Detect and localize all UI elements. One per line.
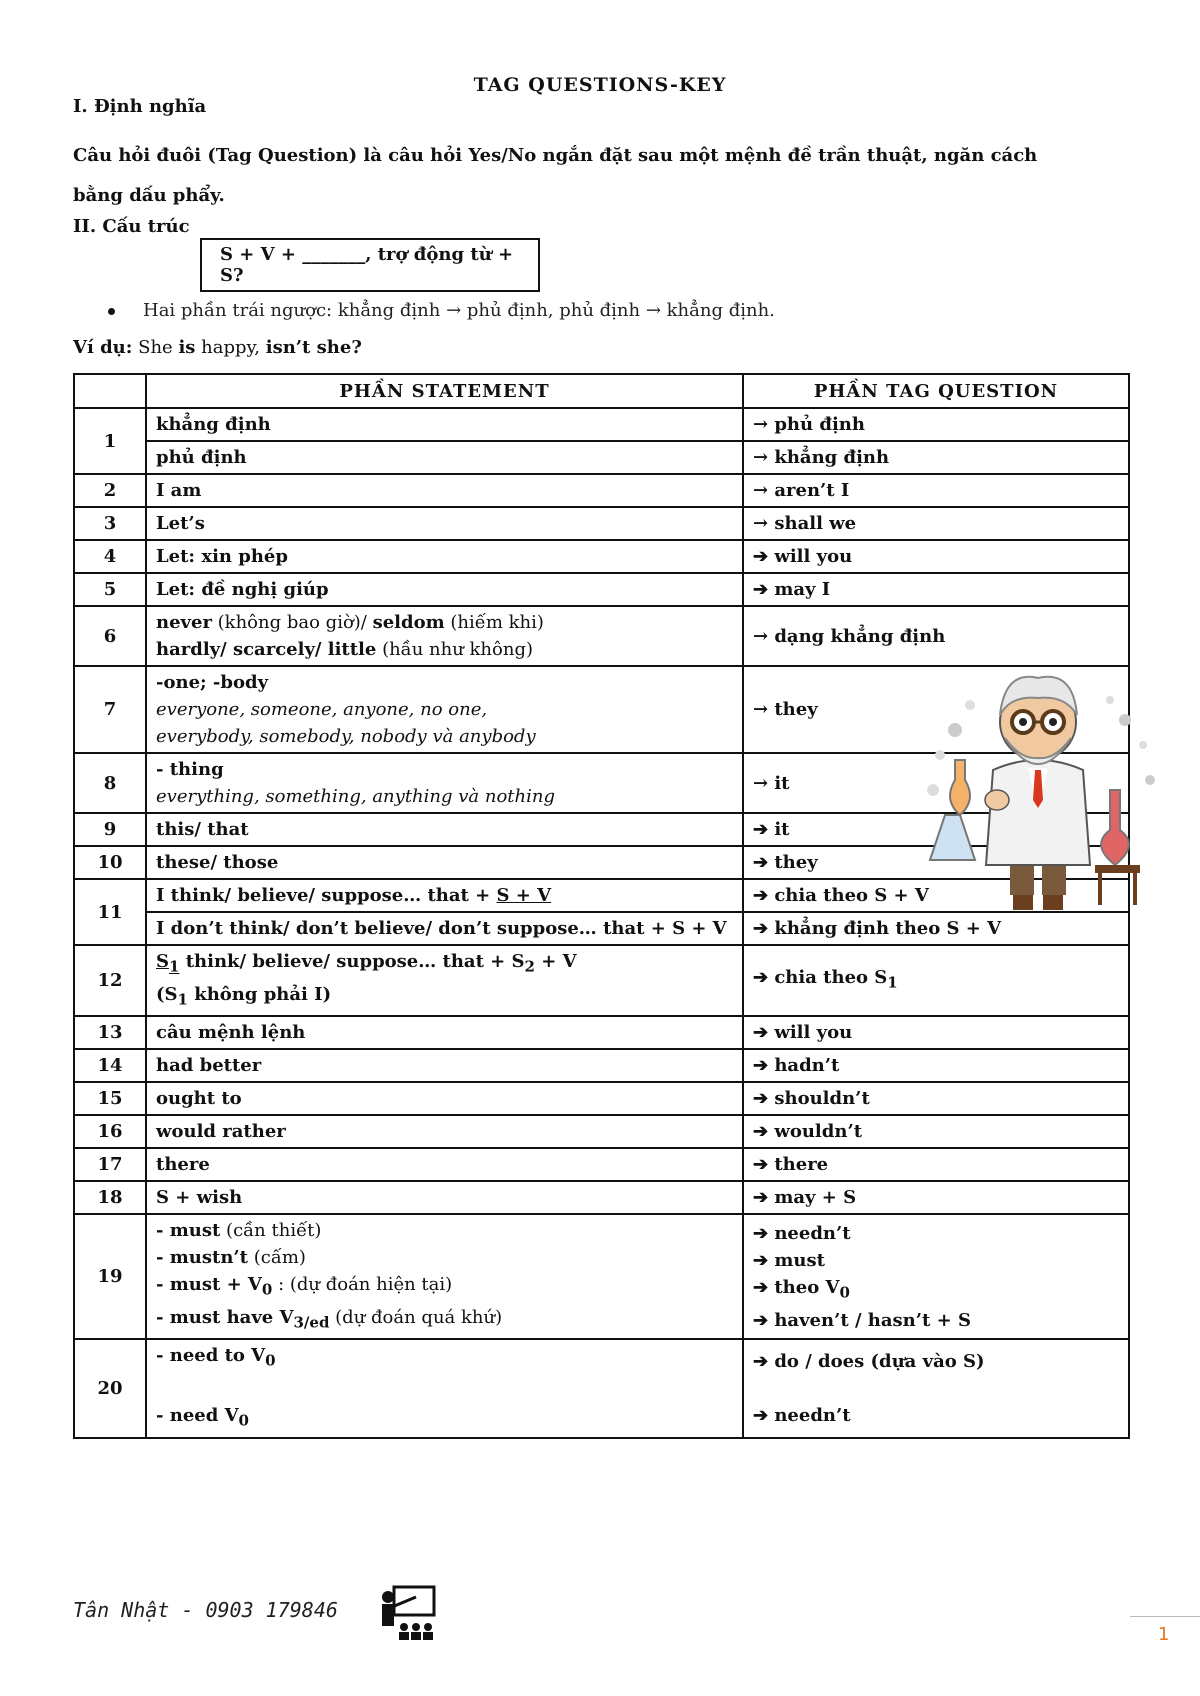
statement-cell: Let: xin phép: [146, 540, 743, 573]
contrast-bullet: [108, 300, 775, 321]
page-number: 1: [1158, 1624, 1170, 1645]
tag-line: ➔ theo V: [753, 1276, 840, 1298]
statement-cell: khẳng định: [146, 408, 743, 441]
gloss: (cần thiết): [220, 1220, 322, 1242]
table-row: [74, 1049, 1129, 1082]
need-v0-line: - need V: [156, 1404, 239, 1426]
statement-cell: [146, 945, 743, 1016]
subscript: 0: [238, 1411, 249, 1430]
tag-cell: ➔ may + S: [743, 1181, 1129, 1214]
tag-line: ➔ do / does (dựa vào S): [753, 1350, 985, 1372]
tag-cell: [743, 945, 1129, 1016]
tag-cell: ➔ it: [743, 813, 1129, 846]
table-row: [74, 1181, 1129, 1214]
word-never: never: [156, 612, 212, 633]
header-tag: PHẦN TAG QUESTION: [743, 374, 1129, 408]
statement-cell: câu mệnh lệnh: [146, 1016, 743, 1049]
table-row: [74, 540, 1129, 573]
example-tag: isn’t she?: [265, 337, 362, 358]
subscript: 1: [887, 973, 898, 992]
bullet-dot: [108, 308, 115, 315]
example-verb: is: [178, 337, 196, 358]
row-number: 13: [74, 1016, 146, 1049]
tag-text: ➔ chia theo S: [753, 967, 888, 989]
tag-cell: ➔ they: [743, 846, 1129, 879]
table-row: [74, 474, 1129, 507]
row-number: 15: [74, 1082, 146, 1115]
gloss: (hầu như không): [376, 639, 533, 660]
tag-line: ➔ must: [753, 1249, 825, 1271]
spacer: [753, 1375, 1119, 1402]
statement-cell: [146, 753, 743, 813]
row-number: 7: [74, 666, 146, 753]
gloss: (dự đoán quá khứ): [329, 1306, 503, 1328]
page-number-rule: [1130, 1616, 1200, 1617]
subject-s1: S: [156, 951, 169, 972]
statement-cell: S + wish: [146, 1181, 743, 1214]
tag-cell: ➔ will you: [743, 540, 1129, 573]
statement-cell: Let’s: [146, 507, 743, 540]
statement-text: think/ believe/ suppose… that + S: [179, 951, 525, 972]
statement-text: I think/ believe/ suppose… that +: [156, 885, 497, 906]
gloss: (cấm): [248, 1247, 306, 1269]
statement-examples: everybody, somebody, nobody và anybody: [156, 726, 536, 747]
table-row: [74, 1148, 1129, 1181]
row-number: 12: [74, 945, 146, 1016]
tag-cell: → shall we: [743, 507, 1129, 540]
word-seldom: seldom: [372, 612, 445, 633]
row-number: 20: [74, 1339, 146, 1437]
tag-cell: → khẳng định: [743, 441, 1129, 474]
header-statement: PHẦN STATEMENT: [146, 374, 743, 408]
statement-examples: everyone, someone, anyone, no one,: [156, 699, 488, 720]
note-text: không phải I): [187, 983, 332, 1005]
tag-cell: → dạng khẳng định: [743, 606, 1129, 666]
tag-cell: ➔ shouldn’t: [743, 1082, 1129, 1115]
statement-cell: I don’t think/ don’t believe/ don’t suppose… that + S + V: [146, 912, 743, 945]
must-have-line: - must have V: [156, 1306, 294, 1328]
table-row: [74, 945, 1129, 1016]
table-header-row: [74, 374, 1129, 408]
table-row: [74, 1016, 1129, 1049]
statement-cell: [146, 879, 743, 912]
must-line: - must: [156, 1220, 221, 1242]
row-number: 2: [74, 474, 146, 507]
statement-cell: [146, 1339, 743, 1437]
row-number: 6: [74, 606, 146, 666]
statement-cell: phủ định: [146, 441, 743, 474]
tag-cell: → it: [743, 753, 1129, 813]
tag-line: ➔ needn’t: [753, 1222, 851, 1244]
table-row: [74, 606, 1129, 666]
table-row: [74, 1214, 1129, 1339]
row-number: 10: [74, 846, 146, 879]
header-number: [74, 374, 146, 408]
underlined-clause: S + V: [496, 885, 552, 906]
tag-cell: ➔ there: [743, 1148, 1129, 1181]
gloss: (hiếm khi): [444, 612, 544, 633]
table-row: [74, 507, 1129, 540]
row-number: 3: [74, 507, 146, 540]
table-row: [74, 441, 1129, 474]
example-pre: She: [138, 337, 179, 358]
row-number: 14: [74, 1049, 146, 1082]
table-row: [74, 573, 1129, 606]
spacer: [156, 1375, 733, 1402]
subscript: 0: [261, 1280, 273, 1299]
tag-cell: ➔ chia theo S + V: [743, 879, 1129, 912]
statement-examples: everything, something, anything và nothing: [156, 786, 555, 807]
mustnt-line: - mustn’t: [156, 1247, 248, 1269]
row-number: 11: [74, 879, 146, 945]
tag-line: ➔ haven’t / hasn’t + S: [753, 1309, 971, 1331]
note-text: (S: [156, 983, 178, 1005]
tag-cell: ➔ will you: [743, 1016, 1129, 1049]
table-row: [74, 1339, 1129, 1437]
row-number: 19: [74, 1214, 146, 1339]
statement-cell: [146, 606, 743, 666]
row-number: 1: [74, 408, 146, 474]
statement-cell: had better: [146, 1049, 743, 1082]
gloss: : (dự đoán hiện tại): [272, 1274, 453, 1296]
structure-formula-box: [200, 238, 540, 292]
row-number: 18: [74, 1181, 146, 1214]
tag-cell: [743, 1339, 1129, 1437]
bullet-text: Hai phần trái ngược: khẳng định → phủ định, phủ định → khẳng định.: [143, 300, 775, 321]
footer-author: Tân Nhật - 0903 179846: [73, 1598, 338, 1622]
example-line: [73, 337, 362, 358]
statement-cell: there: [146, 1148, 743, 1181]
tag-cell: ➔ hadn’t: [743, 1049, 1129, 1082]
row-number: 5: [74, 573, 146, 606]
section-structure-heading: II. Cấu trúc: [73, 216, 190, 237]
tag-cell: → aren’t I: [743, 474, 1129, 507]
row-number: 4: [74, 540, 146, 573]
subscript: 1: [169, 957, 180, 976]
row-number: 16: [74, 1115, 146, 1148]
statement-cell: [146, 666, 743, 753]
subscript: 2: [524, 957, 535, 976]
tag-cell: ➔ khẳng định theo S + V: [743, 912, 1129, 945]
statement-cell: this/ that: [146, 813, 743, 846]
example-mid: happy,: [195, 337, 266, 358]
tag-cell: [743, 1214, 1129, 1339]
table-row: [74, 1082, 1129, 1115]
subscript: 0: [265, 1351, 276, 1370]
document-title: TAG QUESTIONS-KEY: [473, 74, 727, 96]
gloss: (không bao giờ)/: [211, 612, 373, 633]
teacher-icon: [376, 1583, 440, 1641]
definition-text: Câu hỏi đuôi (Tag Question) là câu hỏi Yes/No ngắn đặt sau một mệnh đề trần thuật, ngăn cách bằng dấu phẩy.: [73, 145, 1038, 206]
tag-line: ➔ needn’t: [753, 1404, 851, 1426]
must-v0-line: - must + V: [156, 1274, 262, 1296]
statement-heading: -one; -body: [156, 672, 269, 693]
statement-cell: [146, 1214, 743, 1339]
tag-cell: ➔ wouldn’t: [743, 1115, 1129, 1148]
statement-cell: these/ those: [146, 846, 743, 879]
statement-cell: ought to: [146, 1082, 743, 1115]
row-number: 17: [74, 1148, 146, 1181]
table-row: [74, 408, 1129, 441]
subscript: 0: [839, 1283, 850, 1302]
statement-cell: would rather: [146, 1115, 743, 1148]
subscript: 1: [177, 990, 188, 1009]
statement-cell: Let: đề nghị giúp: [146, 573, 743, 606]
row-number: 8: [74, 753, 146, 813]
need-to-line: - need to V: [156, 1345, 266, 1367]
word-hardly: hardly/ scarcely/ little: [156, 639, 377, 660]
row-number: 9: [74, 813, 146, 846]
statement-heading: - thing: [156, 759, 224, 780]
tag-cell: → they: [743, 666, 1129, 753]
statement-cell: I am: [146, 474, 743, 507]
statement-text: + V: [534, 951, 577, 972]
subscript: 3/ed: [293, 1313, 330, 1332]
table-row: [74, 1115, 1129, 1148]
formula-text: S + V + _______, trợ động từ + S?: [220, 244, 514, 286]
tag-cell: → phủ định: [743, 408, 1129, 441]
section-definition-heading: I. Định nghĩa: [73, 96, 207, 117]
tag-cell: ➔ may I: [743, 573, 1129, 606]
professor-scientist-illustration: [915, 660, 1165, 920]
example-label: Ví dụ:: [73, 337, 133, 358]
